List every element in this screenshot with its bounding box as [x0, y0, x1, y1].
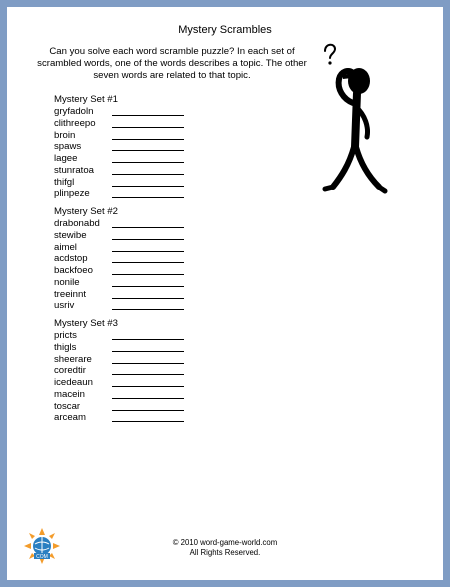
scrambled-word-row	[54, 230, 194, 242]
scrambled-word: arceam	[54, 412, 86, 424]
scrambled-word-row	[54, 106, 194, 118]
scrambled-word: stunratoa	[54, 164, 95, 176]
thinking-stick-figure-image	[303, 37, 393, 207]
scrambled-word: spaws	[54, 141, 82, 153]
instructions-paragraph: Can you solve each word scramble puzzle? In each set of scrambled words, one of the words describes a topic. The other seven words are related to that topic.	[37, 46, 307, 82]
scrambled-word: usriv	[54, 300, 75, 312]
scrambled-word-row	[54, 412, 194, 424]
scrambled-word-row	[54, 218, 194, 230]
answer-blank-line[interactable]	[112, 421, 184, 422]
answer-blank-line[interactable]	[112, 139, 184, 140]
answer-blank-line[interactable]	[112, 251, 184, 252]
scrambled-word: broin	[54, 129, 76, 141]
scrambled-word: lagee	[54, 153, 78, 164]
scrambled-word: stewibe	[54, 229, 87, 241]
scrambled-word-row	[54, 377, 194, 389]
mystery-set-3	[54, 318, 194, 424]
answer-blank-line[interactable]	[112, 286, 184, 287]
scrambled-word-row	[54, 253, 194, 265]
scrambled-word: plinpeze	[54, 188, 90, 200]
scrambled-word: drabonabd	[54, 218, 100, 229]
mystery-set-title: Mystery Set #2	[54, 206, 118, 217]
answer-blank-line[interactable]	[112, 339, 184, 340]
scrambled-word: thifgl	[54, 176, 75, 188]
mystery-set-title: Mystery Set #3	[54, 318, 118, 329]
answer-blank-line[interactable]	[112, 227, 184, 228]
answer-blank-line[interactable]	[112, 162, 184, 163]
worksheet-page	[7, 7, 443, 580]
scrambled-word: coredtir	[54, 365, 86, 377]
scrambled-word-row	[54, 165, 194, 177]
answer-blank-line[interactable]	[112, 186, 184, 187]
answer-blank-line[interactable]	[112, 174, 184, 175]
answer-blank-line[interactable]	[112, 239, 184, 240]
copyright-text: © 2010 word-game-world.com	[172, 538, 278, 547]
scrambled-word-row	[54, 289, 194, 301]
scrambled-word: gryfadoln	[54, 106, 94, 117]
mystery-set-title: Mystery Set #1	[54, 94, 118, 105]
answer-blank-line[interactable]	[112, 351, 184, 352]
scrambled-word: thigls	[54, 341, 77, 353]
scrambled-word: nonile	[54, 276, 80, 288]
scrambled-word-row	[54, 141, 194, 153]
mystery-set-2	[54, 206, 194, 312]
scrambled-word-row	[54, 265, 194, 277]
scrambled-word-row	[54, 118, 194, 130]
scrambled-word: icedeaun	[54, 377, 93, 388]
rights-text: All Rights Reserved.	[189, 548, 261, 557]
answer-blank-line[interactable]	[112, 298, 184, 299]
scrambled-word: sheerare	[54, 353, 92, 365]
answer-blank-line[interactable]	[112, 274, 184, 275]
scrambled-word: aimel	[54, 241, 77, 253]
scrambled-word-row	[54, 177, 194, 189]
scrambled-word: macein	[54, 388, 85, 400]
answer-blank-line[interactable]	[112, 398, 184, 399]
answer-blank-line[interactable]	[112, 262, 184, 263]
scrambled-word-row	[54, 242, 194, 254]
scrambled-word-row	[54, 342, 194, 354]
scrambled-word-row	[54, 389, 194, 401]
scrambled-word: pricts	[54, 330, 77, 341]
scrambled-word: clithreepo	[54, 117, 96, 129]
answer-blank-line[interactable]	[112, 127, 184, 128]
scrambled-word-row	[54, 277, 194, 289]
scrambled-word: treeinnt	[54, 288, 86, 300]
answer-blank-line[interactable]	[112, 410, 184, 411]
answer-blank-line[interactable]	[112, 386, 184, 387]
answer-blank-line[interactable]	[112, 197, 184, 198]
scrambled-word-row	[54, 130, 194, 142]
scrambled-word-row	[54, 300, 194, 312]
scrambled-word: acdstop	[54, 253, 88, 265]
scrambled-word-row	[54, 330, 194, 342]
page-title: Mystery Scrambles	[178, 24, 272, 36]
svg-text:COM: COM	[36, 554, 48, 560]
answer-blank-line[interactable]	[112, 150, 184, 151]
scrambled-word-row	[54, 153, 194, 165]
scrambled-word-row	[54, 354, 194, 366]
scrambled-word-row	[54, 188, 194, 200]
scrambled-word-row	[54, 365, 194, 377]
answer-blank-line[interactable]	[112, 374, 184, 375]
scrambled-word-row	[54, 401, 194, 413]
scrambled-word: backfoeo	[54, 265, 93, 276]
page-footer	[7, 538, 443, 558]
mystery-set-1	[54, 94, 194, 200]
answer-blank-line[interactable]	[112, 115, 184, 116]
answer-blank-line[interactable]	[112, 309, 184, 310]
answer-blank-line[interactable]	[112, 363, 184, 364]
scrambled-word: toscar	[54, 400, 81, 412]
